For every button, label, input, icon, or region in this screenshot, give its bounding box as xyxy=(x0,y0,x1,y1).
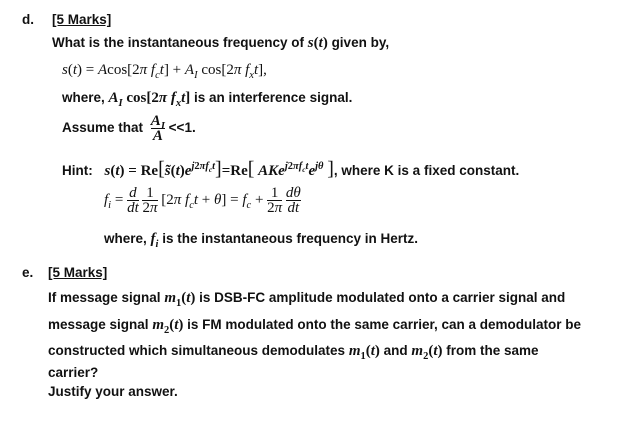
assumption: Assume that $\frac{A_I}{A}$ <<1. xyxy=(62,113,196,144)
part-d-question: What is the instantaneous frequency of s(t) given by, xyxy=(52,35,390,51)
part-e-line-4: carrier? xyxy=(48,365,99,380)
final-where: where, $f_i$ is the instantaneous frequency in Hertz. xyxy=(104,231,419,250)
amplitude-ratio: $\frac{A_I}{A}$ xyxy=(150,113,165,144)
signal-equation: s(t) = Acos[2π $f_ct] + A_I$ cos[2π $f_xt$], xyxy=(62,62,267,81)
part-e-line-5: Justify your answer. xyxy=(48,384,178,399)
part-e-line-3: constructed which simultaneous demodulates $m_1(t)$ and $m_2(t)$ from the same xyxy=(48,343,539,362)
part-d-label: d. xyxy=(22,12,34,27)
part-e-line-2: message signal $m_2(t)$ is FM modulated onto the same carrier, can a demodulator be xyxy=(48,317,581,336)
part-e-label: e. xyxy=(22,265,34,280)
part-d-marks: [5 Marks] xyxy=(52,12,112,27)
hint-equation: Hint: $s(t) = Re[s̃(t)e^{j2\pi f_ct}]=Re$[ $AKe^{j2\pi f_ct}e^{j\theta}$ ], where K is a fixed constant. xyxy=(62,158,520,180)
interference-note: where, $A_I$ cos[2π $f_xt$] is an interference signal. xyxy=(62,90,353,109)
part-e-line-1: If message signal $m_1(t)$ is DSB-FC amplitude modulated onto a carrier signal and xyxy=(48,290,566,309)
instantaneous-frequency-equation: $f_i$ = $\frac{d}{dt}$ $\frac{1}{2\pi}$ [2π $f_ct + \theta] = f_c$ + $\frac{1}{2\pi}$ $\frac{d\theta}{dt}$ xyxy=(104,185,301,216)
part-e-marks: [5 Marks] xyxy=(48,265,108,280)
